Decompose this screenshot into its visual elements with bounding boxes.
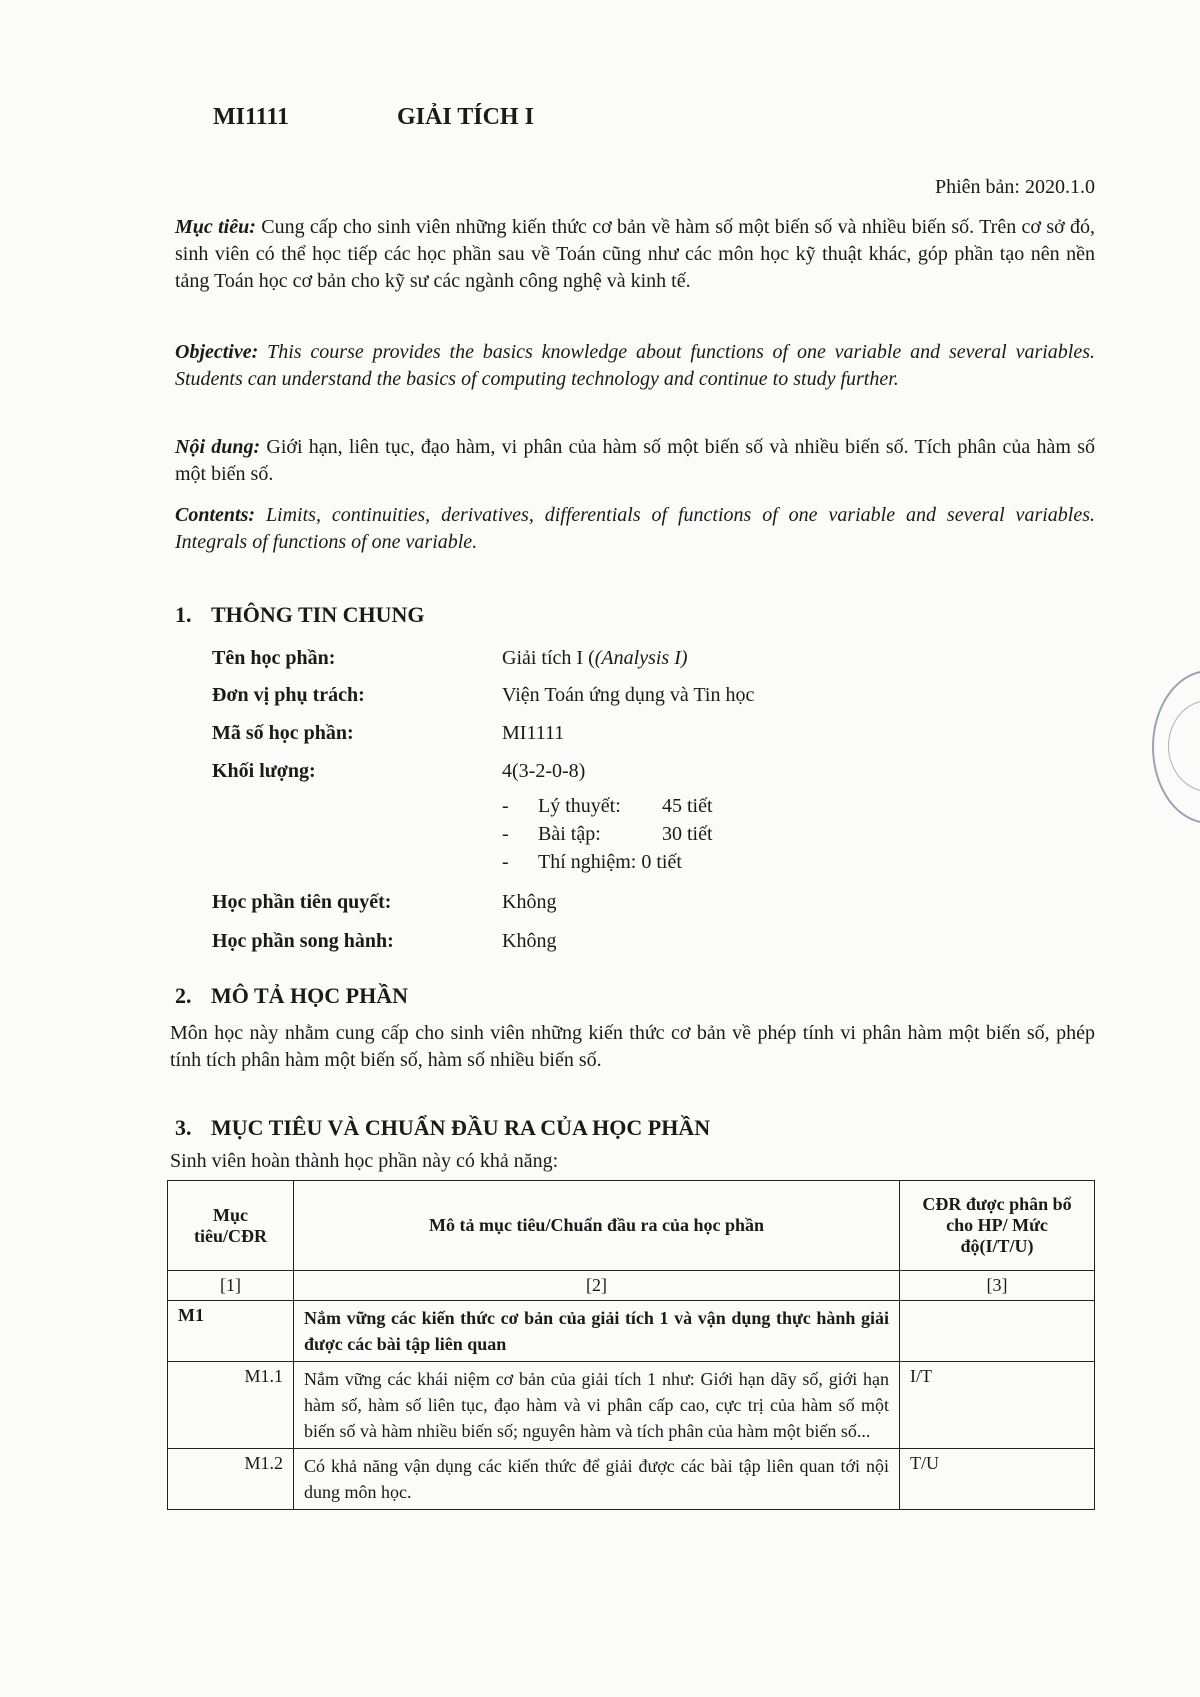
row-desc: Nắm vững các khái niệm cơ bản của giải tích 1 như: Giới hạn dãy số, giới hạn hàm số, hàm số liên tục, đạo hàm và vi phân cấp cao, cực trị của hàm số một biến số và hàm nhiều biến số; nguyên hàm và tích phân của hàm một biến số... xyxy=(294,1362,900,1449)
row-id: M1.1 xyxy=(168,1362,294,1449)
section-3-number: 3. xyxy=(175,1115,192,1140)
row-desc: Có khả năng vận dụng các kiến thức để giải được các bài tập liên quan tới nội dung môn học. xyxy=(294,1449,900,1510)
workload-item xyxy=(502,851,682,874)
section-1-title: THÔNG TIN CHUNG xyxy=(211,602,425,627)
field-label-department: Đơn vị phụ trách: xyxy=(212,684,365,706)
workload-item xyxy=(502,823,713,846)
row-id: M1.2 xyxy=(168,1449,294,1510)
index-2: [2] xyxy=(294,1271,900,1301)
section-2-text: Môn học này nhằm cung cấp cho sinh viên những kiến thức cơ bản về phép tính vi phân hàm một biến số, phép tính tích phân hàm một biến số, hàm số nhiều biến số. xyxy=(170,1022,1095,1071)
content-en-label: Contents: xyxy=(175,504,256,526)
field-value-workload: 4(3-2-0-8) xyxy=(502,760,586,782)
section-2-heading xyxy=(175,983,408,1009)
section-3-heading xyxy=(175,1115,710,1141)
course-code: MI1111 xyxy=(213,104,290,130)
table-index-row xyxy=(168,1271,1095,1301)
section-1-heading xyxy=(175,602,425,628)
workload-name: Lý thuyết: xyxy=(538,795,621,817)
field-value-corequisite: Không xyxy=(502,930,557,952)
table-header-row xyxy=(168,1181,1095,1271)
table-row xyxy=(168,1362,1095,1449)
row-level: I/T xyxy=(900,1362,1095,1449)
index-3: [3] xyxy=(900,1271,1095,1301)
section-2-number: 2. xyxy=(175,983,192,1008)
course-name-vi: Giải tích I xyxy=(502,647,584,669)
section-1-number: 1. xyxy=(175,602,192,627)
objective-en xyxy=(175,339,1095,393)
table-row xyxy=(168,1449,1095,1510)
section-3-title: MỤC TIÊU VÀ CHUẨN ĐẦU RA CỦA HỌC PHẦN xyxy=(211,1115,711,1140)
header-id: Mục tiêu/CĐR xyxy=(168,1181,294,1271)
index-1: [1] xyxy=(168,1271,294,1301)
field-value-department: Viện Toán ứng dụng và Tin học xyxy=(502,684,755,706)
content-en xyxy=(175,502,1095,556)
workload-name: Bài tập: xyxy=(538,823,601,845)
content-vi-label: Nội dung: xyxy=(175,436,261,458)
field-label-course-name: Tên học phần: xyxy=(212,647,336,669)
course-title: GIẢI TÍCH I xyxy=(397,104,534,130)
row-level xyxy=(900,1301,1095,1362)
workload-hours: 30 tiết xyxy=(662,823,713,845)
objective-vi-text: Cung cấp cho sinh viên những kiến thức cơ bản về hàm số một biến số và nhiều biến số. Trên cơ sở đó, sinh viên có thể học tiếp các học phần sau về Toán cũng như các môn học kỹ thuật khác, góp phần tạo nên nền tảng Toán học cơ bản cho kỹ sư các ngành công nghệ và kinh tế. xyxy=(175,216,1096,292)
workload-dash: - xyxy=(502,823,509,845)
field-value-prerequisite: Không xyxy=(502,891,557,913)
content-en-text: Limits, continuities, derivatives, differentials of functions of one variable and several variables. Integrals of functions of one variable. xyxy=(175,504,1095,553)
version-label: Phiên bản: 2020.1.0 xyxy=(935,176,1095,198)
field-value-course-name: Giải tích I ((Analysis I) xyxy=(502,647,688,669)
workload-hours: 0 tiết xyxy=(641,851,682,873)
field-label-corequisite: Học phần song hành: xyxy=(212,930,394,952)
field-label-prerequisite: Học phần tiên quyết: xyxy=(212,891,392,913)
objective-vi-label: Mục tiêu: xyxy=(175,216,256,238)
workload-item xyxy=(502,795,713,818)
field-value-course-code: MI1111 xyxy=(502,722,565,744)
workload-dash: - xyxy=(502,851,509,873)
workload-hours: 45 tiết xyxy=(662,795,713,817)
row-id: M1 xyxy=(168,1301,294,1362)
objective-en-text: This course provides the basics knowledge about functions of one variable and several variables. Students can understand the basics of computing technology and continue to study further. xyxy=(175,341,1096,390)
row-level: T/U xyxy=(900,1449,1095,1510)
table-row xyxy=(168,1301,1095,1362)
section-3-intro: Sinh viên hoàn thành học phần này có khả năng: xyxy=(170,1150,559,1172)
content-vi xyxy=(175,434,1095,488)
content-vi-text: Giới hạn, liên tục, đạo hàm, vi phân của hàm số một biến số và nhiều biến số. Tích phân của hàm số một biến số. xyxy=(175,436,1095,485)
row-desc: Nắm vững các kiến thức cơ bản của giải tích 1 và vận dụng thực hành giải được các bài tập liên quan xyxy=(294,1301,900,1362)
objective-en-label: Objective: xyxy=(175,341,259,363)
outcomes-table xyxy=(167,1180,1095,1510)
field-label-workload: Khối lượng: xyxy=(212,760,316,782)
workload-dash: - xyxy=(502,795,509,817)
field-label-course-code: Mã số học phần: xyxy=(212,722,354,744)
objective-vi xyxy=(175,214,1095,295)
section-2-title: MÔ TẢ HỌC PHẦN xyxy=(211,983,408,1008)
header-level: CĐR được phân bổ cho HP/ Mức độ(I/T/U) xyxy=(900,1181,1095,1271)
header-description: Mô tả mục tiêu/Chuẩn đầu ra của học phần xyxy=(294,1181,900,1271)
workload-name: Thí nghiệm: xyxy=(538,851,637,873)
course-name-en: (Analysis I) xyxy=(594,647,688,669)
